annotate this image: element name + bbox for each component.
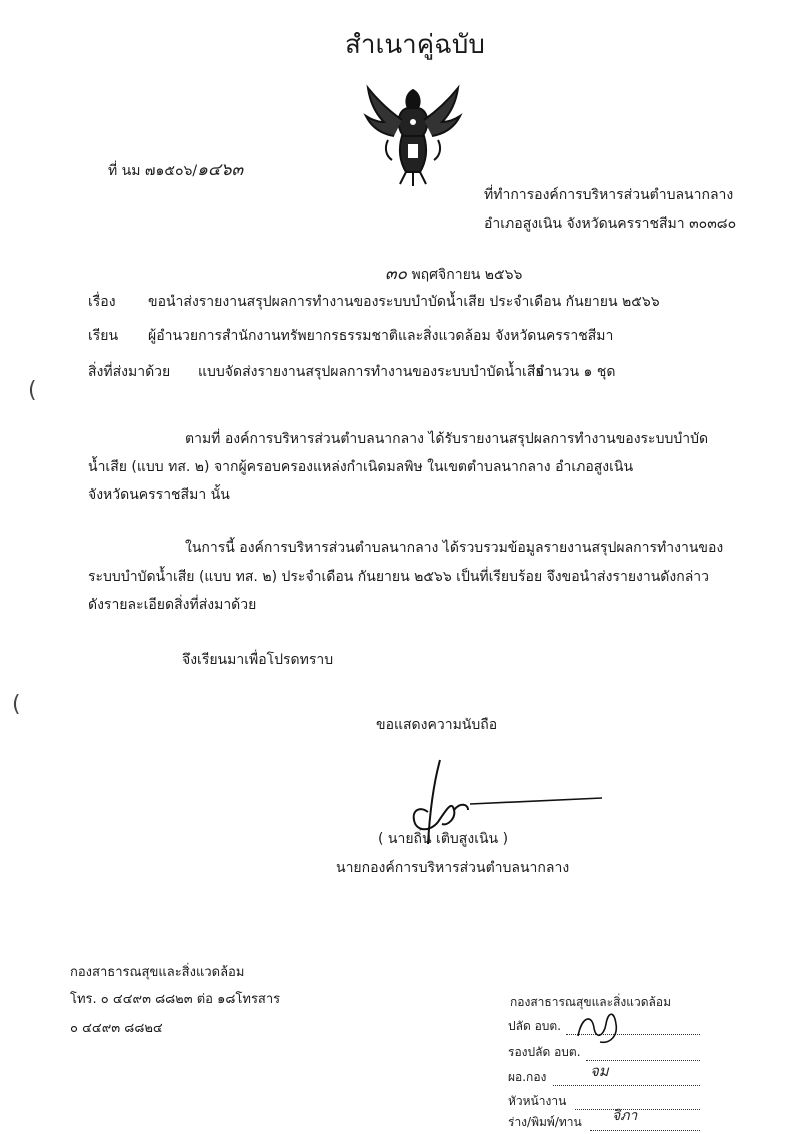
reference-number-printed: ที่ นม ๗๑๕๐๖/ — [108, 163, 198, 179]
routing-label-division-director: ผอ.กอง — [508, 1070, 547, 1084]
paragraph2-line1: ในการนี้ องค์การบริหารส่วนตำบลนากลาง ได้รวบรวมข้อมูลรายงานสรุปผลการทำงานของ — [185, 540, 724, 556]
document-date — [385, 264, 522, 284]
paragraph1-line2: น้ำเสีย (แบบ ทส. ๒) จากผู้ครอบครองแหล่งกำเนิดมลพิษ ในเขตตำบลนากลาง อำเภอสูงเนิน — [88, 459, 634, 475]
routing-line-5 — [590, 1130, 700, 1131]
subject-label: เรื่อง — [88, 294, 116, 310]
margin-punch-mark-lower: ( — [12, 692, 21, 717]
paragraph1-line3: จังหวัดนครราชสีมา นั้น — [88, 487, 230, 503]
paragraph2-line2: ระบบบำบัดน้ำเสีย (แบบ ทส. ๒) ประจำเดือน กันยายน ๒๕๖๖ เป็นที่เรียบร้อย จึงขอนำส่งรายงานดังกล่าว — [88, 569, 709, 585]
footer-phone: โทร. ๐ ๔๔๙๓ ๘๘๒๓ ต่อ ๑๘โทรสาร — [70, 992, 281, 1007]
garuda-emblem-icon — [358, 80, 468, 190]
routing-label-drafter: ร่าง/พิมพ์/ทาน — [508, 1115, 582, 1129]
routing-department: กองสาธารณสุขและสิ่งแวดล้อม — [510, 995, 672, 1009]
closing-request: จึงเรียนมาเพื่อโปรดทราบ — [182, 652, 334, 668]
routing-initials-drafter: จิภา — [612, 1108, 638, 1124]
margin-punch-mark-upper: ( — [28, 378, 37, 403]
signer-position: นายกองค์การบริหารส่วนตำบลนากลาง — [336, 860, 570, 876]
routing-scribble-icon — [570, 1006, 630, 1046]
footer-fax: ๐ ๔๔๙๓ ๘๘๒๔ — [70, 1021, 163, 1036]
enclosure-text: แบบจัดส่งรายงานสรุปผลการทำงานของระบบบำบัดน้ำเสีย — [198, 364, 544, 380]
signer-name: ( นายถิ่น เติบสูงเนิน ) — [378, 831, 509, 847]
enclosure-label: สิ่งที่ส่งมาด้วย — [88, 364, 171, 380]
recipient-text: ผู้อำนวยการสำนักงานทรัพยากรธรรมชาติและสิ่งแวดล้อม จังหวัดนครราชสีมา — [148, 328, 614, 344]
closing-salutation: ขอแสดงความนับถือ — [376, 717, 498, 733]
routing-label-permanent-secretary: ปลัด อบต. — [508, 1019, 562, 1033]
document-title: สำเนาคู่ฉบับ — [345, 30, 485, 60]
date-day-handwritten: ๓๐ — [385, 264, 407, 284]
paragraph2-line3: ดังรายละเอียดสิ่งที่ส่งมาด้วย — [88, 597, 257, 613]
routing-initials-director: จม — [590, 1062, 609, 1080]
reference-number-handwritten: ๑๔๖๓ — [197, 160, 244, 180]
recipient-label: เรียน — [88, 328, 119, 344]
routing-line-2 — [586, 1060, 700, 1061]
enclosure-count: จำนวน ๑ ชุด — [536, 364, 616, 380]
date-month-year: พฤศจิกายน ๒๕๖๖ — [411, 267, 523, 283]
routing-line-4 — [575, 1109, 700, 1110]
routing-label-deputy-secretary: รองปลัด อบต. — [508, 1045, 581, 1059]
office-address-line1: ที่ทำการองค์การบริหารส่วนตำบลนากลาง — [484, 187, 734, 203]
subject-text: ขอนำส่งรายงานสรุปผลการทำงานของระบบบำบัดน้ำเสีย ประจำเดือน กันยายน ๒๕๖๖ — [148, 294, 660, 310]
footer-department: กองสาธารณสุขและสิ่งแวดล้อม — [70, 965, 245, 980]
reference-number — [108, 160, 243, 180]
office-address-line2: อำเภอสูงเนิน จังหวัดนครราชสีมา ๓๐๓๘๐ — [484, 216, 737, 232]
routing-line-3 — [553, 1085, 700, 1086]
routing-label-section-head: หัวหน้างาน — [508, 1094, 567, 1108]
paragraph1-line1: ตามที่ องค์การบริหารส่วนตำบลนากลาง ได้รับรายงานสรุปผลการทำงานของระบบบำบัด — [185, 431, 709, 447]
